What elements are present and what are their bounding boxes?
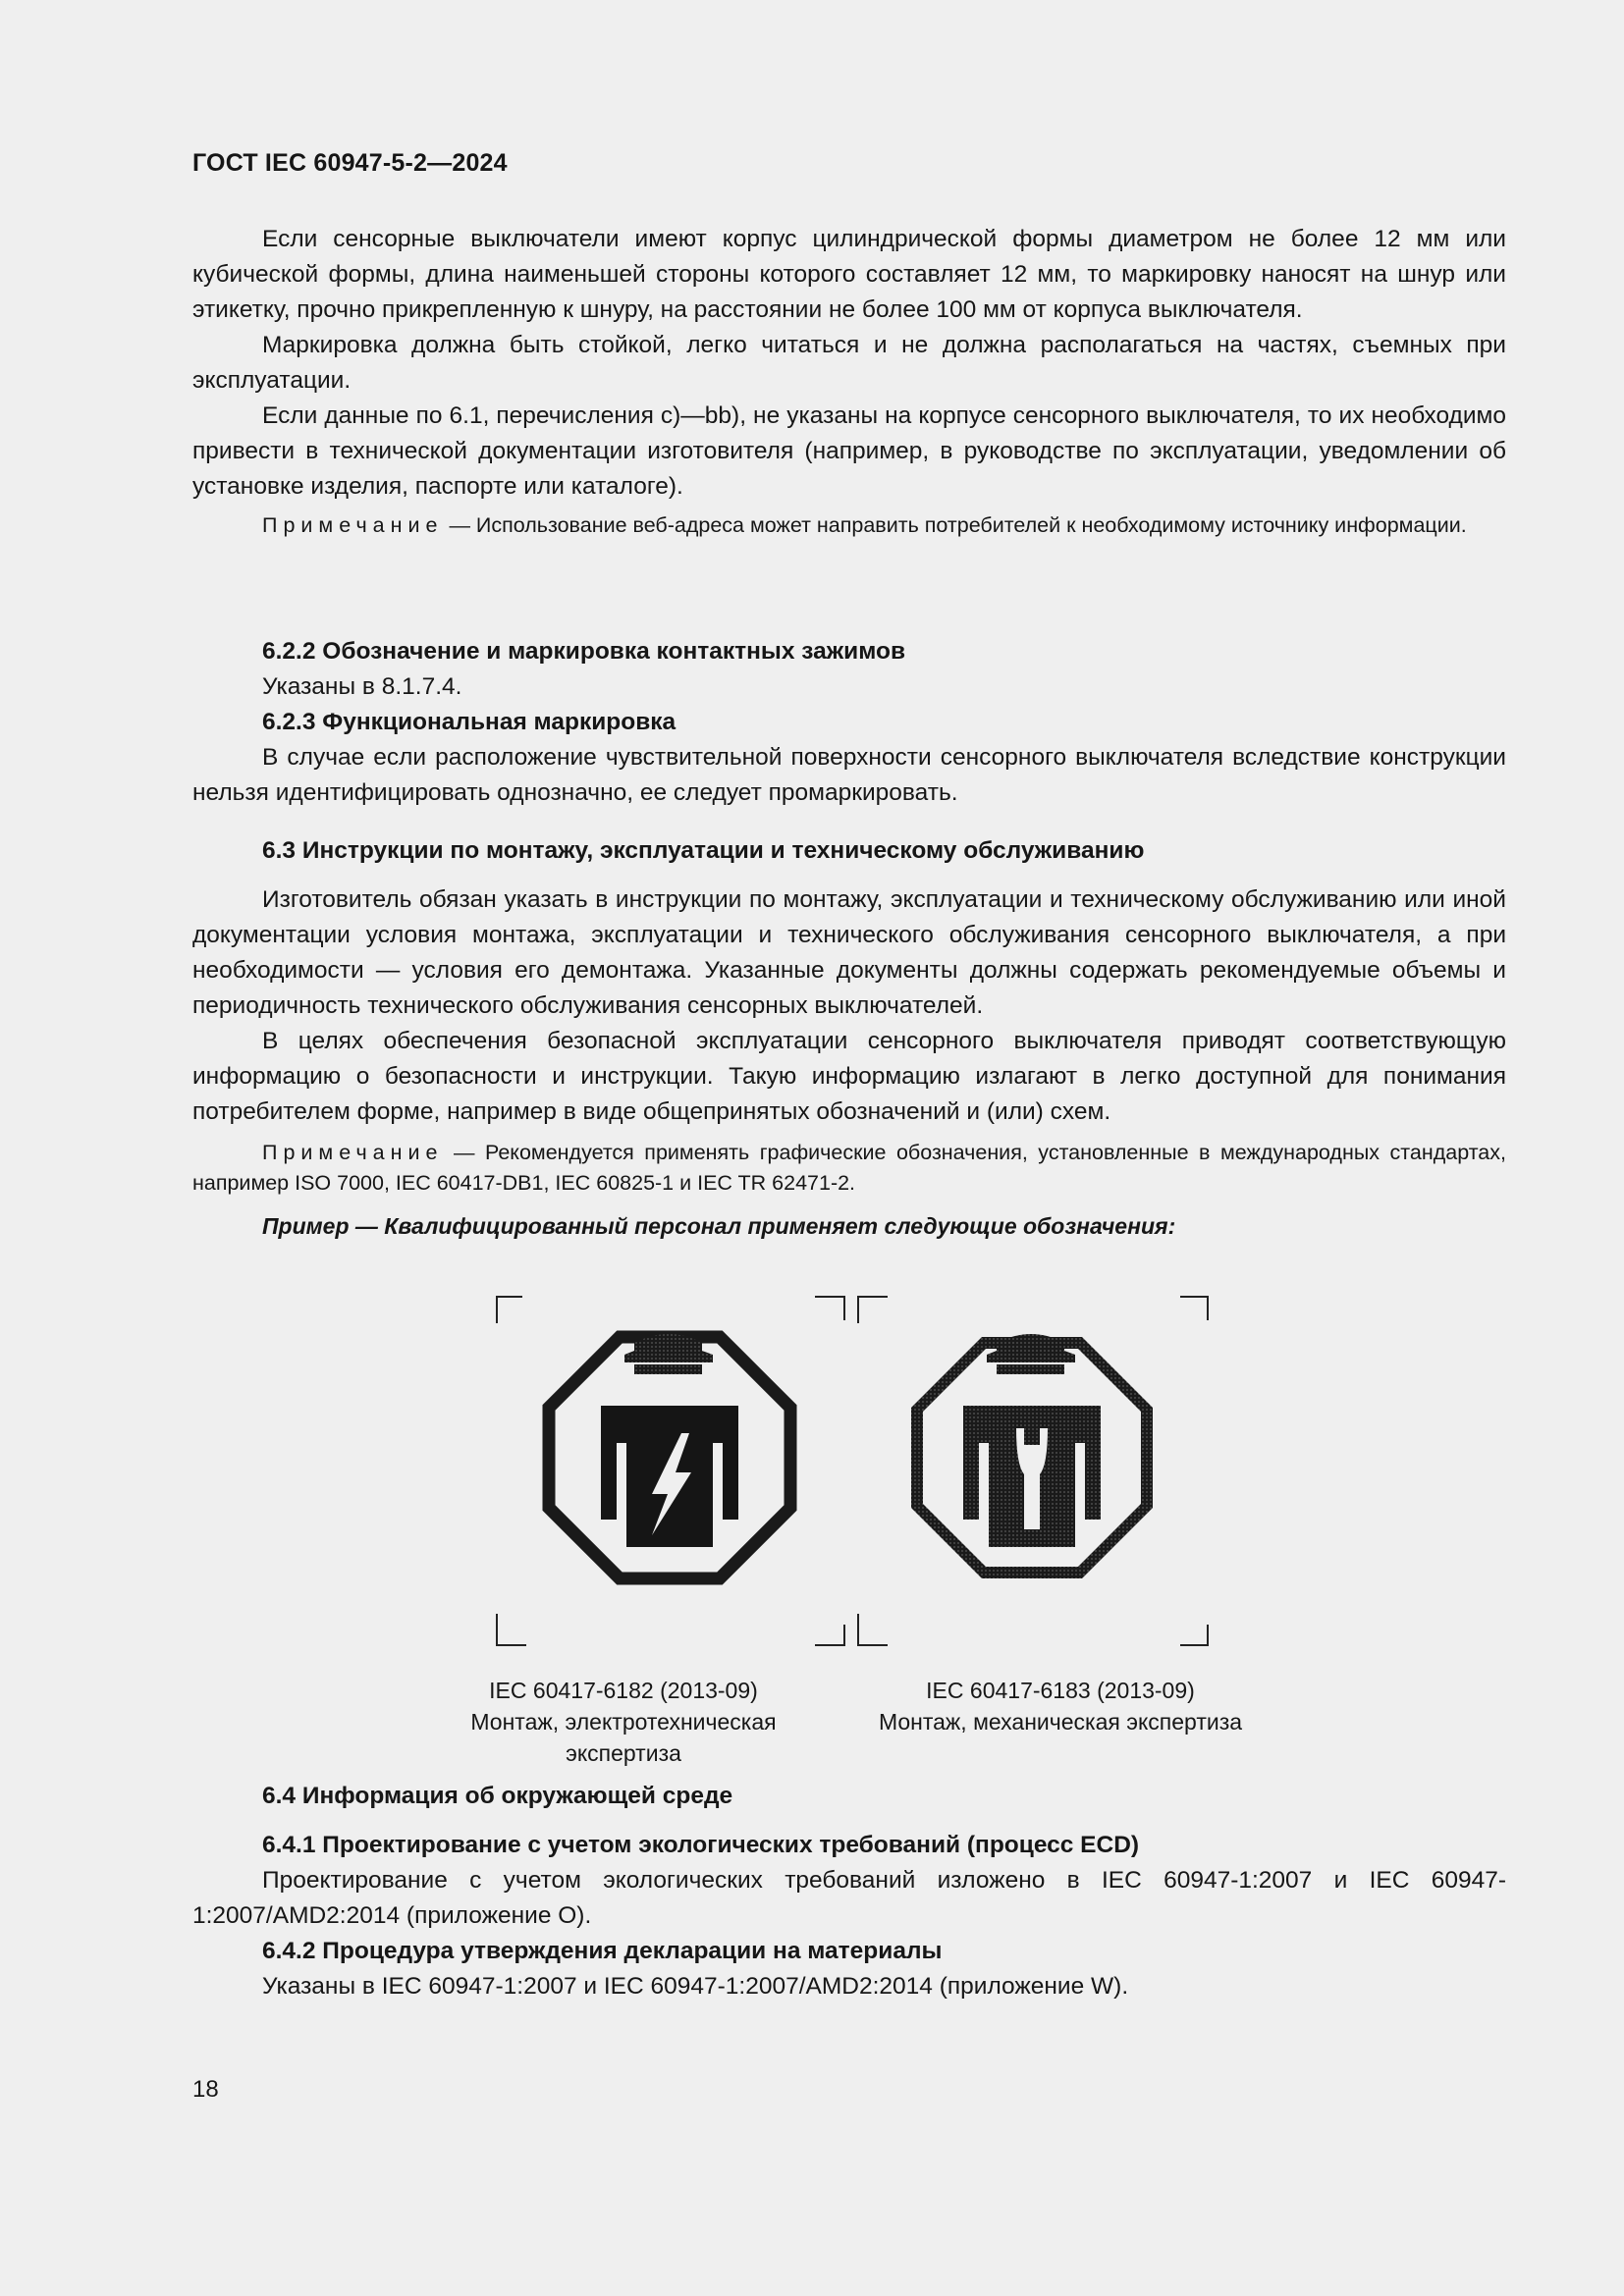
note	[192, 1138, 1506, 1199]
paragraph: Указаны в 8.1.7.4.	[262, 673, 462, 700]
note-text: — Использование веб-адреса может направить потребителей к необходимому источнику информации.	[449, 513, 1467, 537]
note	[192, 510, 1506, 541]
section-6-3	[192, 833, 1506, 1244]
paragraph: Проектирование с учетом экологических требований изложено в IEC 60947-1:2007 и IEC 60947-1:2007/AMD2:2014 (приложение O).	[192, 1867, 1506, 1929]
symbols-figure	[481, 1286, 1227, 1654]
paragraph: Маркировка должна быть стойкой, легко читаться и не должна располагаться на частях, съемных при эксплуатации.	[192, 332, 1506, 394]
figure-caption-right	[854, 1675, 1267, 1737]
marking-block	[192, 222, 1506, 541]
paragraph: В целях обеспечения безопасной эксплуатации сенсорного выключателя приводят соответствующую информацию о безопасности и инструкции. Такую информацию излагают в легко доступной для понимания потребителем форме, например в виде общепринятых обозначений и (или) схем.	[192, 1028, 1506, 1125]
section-heading: 6.4.1 Проектирование с учетом экологических требований (процесс ECD)	[262, 1832, 1140, 1858]
section-6-2-2	[192, 634, 1506, 811]
section-6-4	[192, 1779, 1506, 2004]
section-heading: 6.4.2 Процедура утверждения декларации на материалы	[262, 1938, 943, 1964]
symbol-caption: Монтаж, механическая экспертиза	[878, 1709, 1243, 1735]
example-text: Пример — Квалифицированный персонал применяет следующие обозначения:	[262, 1213, 1176, 1239]
paragraph: Изготовитель обязан указать в инструкции по монтажу, эксплуатации и техническому обслуживанию или иной документации условия монтажа, эксплуатации и технического обслуживания сенсорного выключателя, а при необходимости — условия его демонтажа. Указанные документы должны содержать рекомендуемые объемы и периодичность технического обслуживания сенсорных выключателей.	[192, 886, 1506, 1019]
figure-caption-left	[417, 1675, 830, 1769]
page-number: 18	[192, 2076, 219, 2103]
paragraph: В случае если расположение чувствительной поверхности сенсорного выключателя вследствие конструкции нельзя идентифицировать однозначно, ее следует промаркировать.	[192, 744, 1506, 806]
section-heading: 6.4 Информация об окружающей среде	[262, 1783, 733, 1809]
symbol-code: IEC 60417-6182 (2013-09)	[489, 1678, 758, 1703]
document-header: ГОСТ IEC 60947-5-2—2024	[192, 149, 508, 177]
paragraph: Если данные по 6.1, перечисления с)—bb), не указаны на корпусе сенсорного выключателя, то их необходимо привести в технической документации изготовителя (например, в руководстве по эксплуатации, уведомлении об установке изделия, паспорте или каталоге).	[192, 402, 1506, 500]
note-text: — Рекомендуется применять графические обозначения, установленные в международных стандартах, например ISO 7000, IEC 60417-DB1, IEC 60825-1 и IEC TR 62471-2.	[192, 1141, 1506, 1195]
mechanical-expertise-icon	[858, 1297, 1208, 1645]
paragraph: Если сенсорные выключатели имеют корпус цилиндрической формы диаметром не более 12 мм или кубической формы, длина наименьшей стороны которого составляет 12 мм, то маркировку наносят на шнур или этикетку, прочно прикрепленную к шнуру, на расстоянии не более 100 мм от корпуса выключателя.	[192, 226, 1506, 323]
section-heading: 6.2.2 Обозначение и маркировка контактных зажимов	[262, 638, 906, 665]
symbol-caption: Монтаж, электротехническая экспертиза	[470, 1709, 777, 1766]
note-label: Примечание	[262, 1141, 444, 1164]
section-heading: 6.2.3 Функциональная маркировка	[262, 709, 677, 735]
paragraph: Указаны в IEC 60947-1:2007 и IEC 60947-1:2007/AMD2:2014 (приложение W).	[262, 1973, 1129, 2000]
section-heading: 6.3 Инструкции по монтажу, эксплуатации и техническому обслуживанию	[262, 837, 1145, 864]
symbol-code: IEC 60417-6183 (2013-09)	[926, 1678, 1195, 1703]
electrical-expertise-icon	[497, 1297, 844, 1645]
note-label: Примечание	[262, 513, 444, 537]
